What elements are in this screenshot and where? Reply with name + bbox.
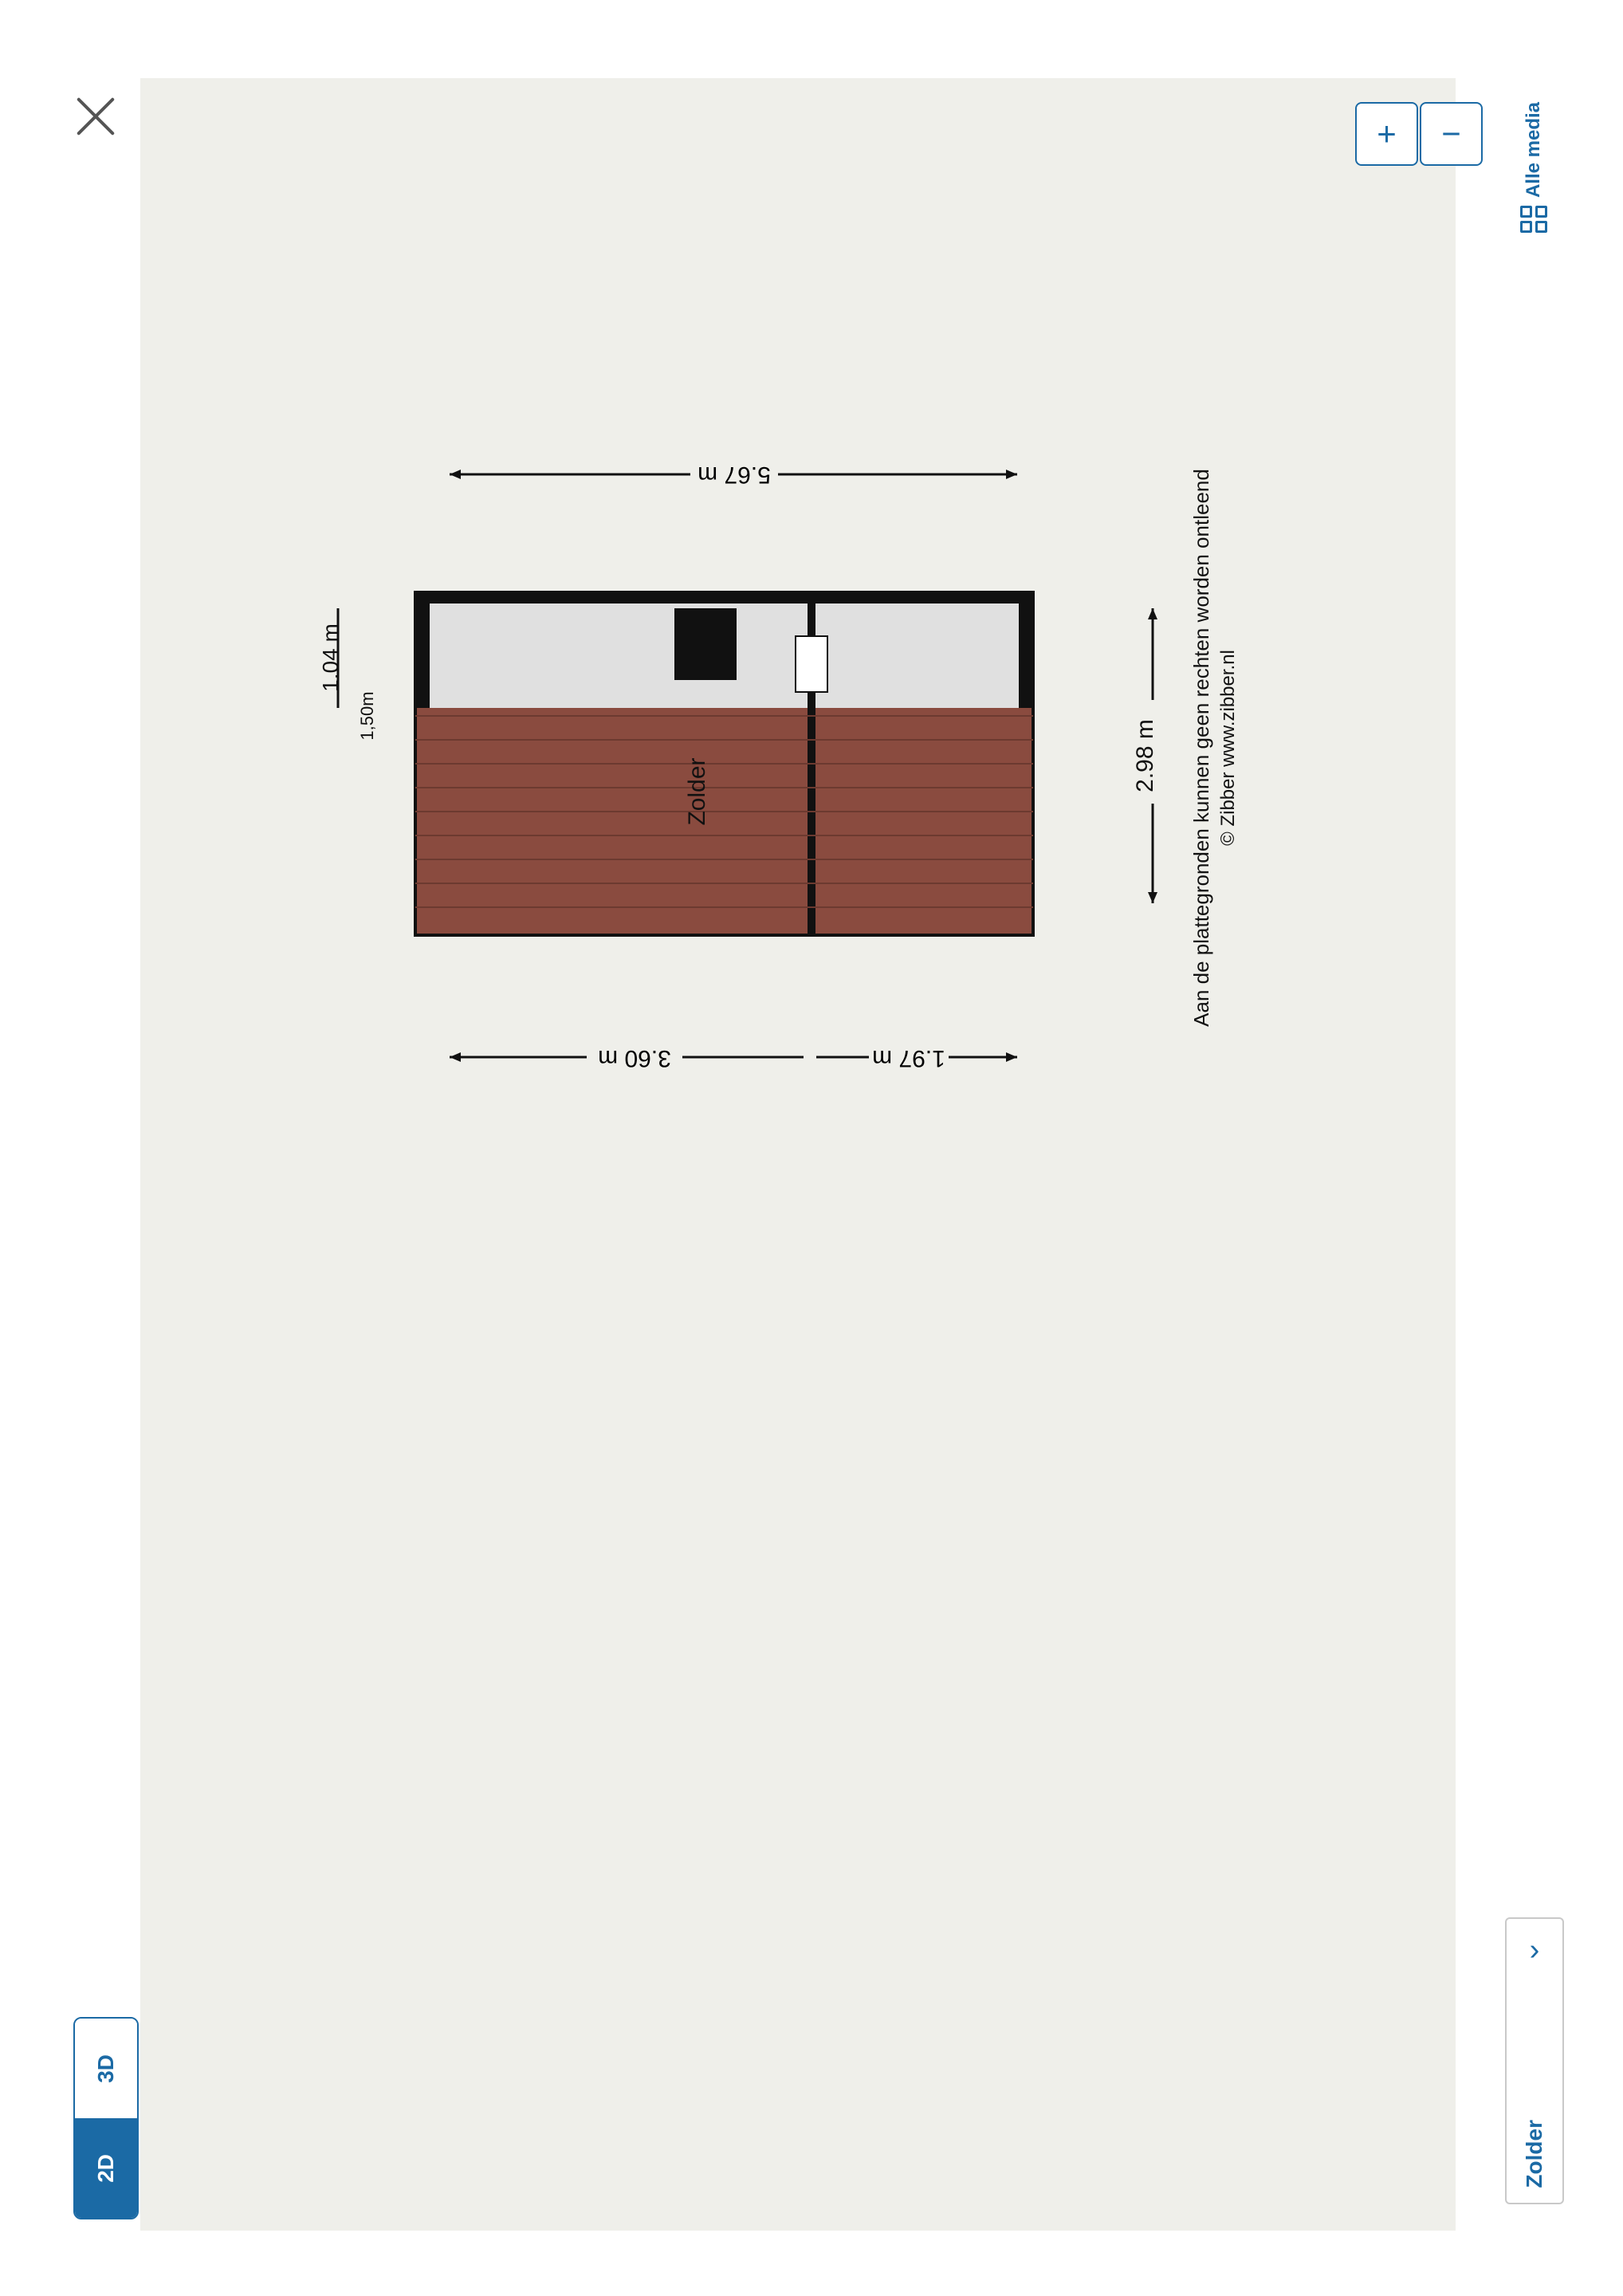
all-media-label: Alle media xyxy=(1523,102,1544,199)
dim-left xyxy=(318,608,377,741)
roof-block xyxy=(415,592,1033,935)
zoom-in-button[interactable]: + xyxy=(1355,102,1418,166)
grid-icon xyxy=(1520,206,1547,233)
dim-right-label: 2.98 m xyxy=(1132,719,1158,792)
zoom-out-button[interactable]: − xyxy=(1420,102,1483,166)
view-toggle[interactable] xyxy=(73,2017,139,2219)
copyright-text: © Zibber www.zibber.nl xyxy=(1217,650,1239,846)
floorplan-viewer[interactable] xyxy=(140,78,1456,2231)
dim-right xyxy=(1132,608,1169,903)
dim-left-small: 1,50m xyxy=(357,691,377,741)
view-2d-button[interactable]: 2D xyxy=(75,2118,137,2218)
floorplan-canvas xyxy=(140,78,1456,2231)
room-label: Zolder xyxy=(684,757,710,826)
dim-bottom xyxy=(450,1037,1017,1075)
notice-text: Aan de plattegronden kunnen geen rechten worden ontleend xyxy=(1189,469,1213,1027)
zoom-controls xyxy=(1355,102,1483,164)
view-3d-button[interactable]: 3D xyxy=(75,2019,137,2118)
close-icon[interactable] xyxy=(73,94,118,139)
dim-left-top: 1.04 m xyxy=(318,623,343,692)
all-media-button[interactable] xyxy=(1518,102,1550,246)
dim-top-label: 5.67 m xyxy=(698,462,771,488)
dim-bottom-b: 1.97 m xyxy=(872,1045,945,1071)
floor-select-value: Zolder xyxy=(1522,2120,1546,2188)
dim-top xyxy=(450,454,1017,493)
notice xyxy=(1189,469,1239,1027)
dim-bottom-a: 3.60 m xyxy=(598,1045,671,1071)
floor-select[interactable] xyxy=(1505,1917,1564,2204)
chevron-right-icon: › xyxy=(1529,1933,1540,1967)
